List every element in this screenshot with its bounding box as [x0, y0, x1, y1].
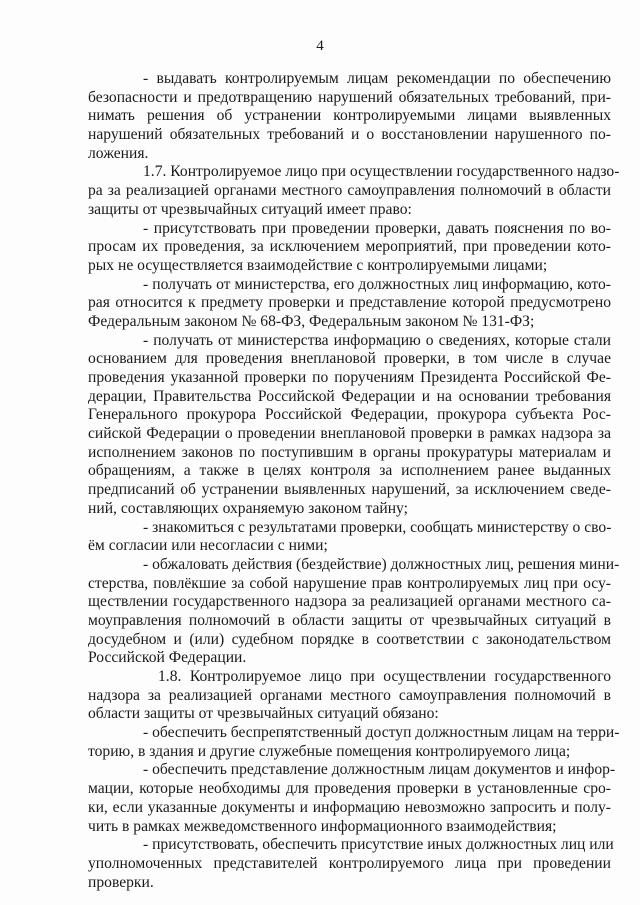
text-line: дерации, Правительства Российской Федерации и на основании требования — [88, 387, 611, 405]
text-line: - присутствовать, обеспечить присутствие иных должностных лиц или — [143, 836, 614, 854]
page-number: 4 — [316, 38, 324, 54]
text-line: ществлении государственного надзора за реализацией органами местного са- — [88, 593, 611, 611]
text-line: 1.7. Контролируемое лицо при осуществлении государственного надзо- — [143, 163, 620, 181]
text-line: области защиты от чрезвычайных ситуаций обязано: — [88, 705, 439, 723]
text-line: чить в рамках межведомственного информационного взаимодействия; — [88, 817, 557, 835]
text-line: - обжаловать действия (бездействие) должностных лиц, решения мини- — [143, 555, 620, 573]
text-line: рая относится к предмету проверки и представление которой предусмотрено — [88, 294, 611, 312]
text-line: 1.8. Контролируемое лицо при осуществлении государственного — [158, 668, 611, 685]
text-line: - обеспечить представление должностным лицам документов и инфор- — [143, 761, 616, 779]
document-body — [88, 70, 620, 892]
text-line: просам их проведения, за исключением мероприятий, при проведении кото- — [88, 238, 611, 256]
text-line: - выдавать контролируемым лицам рекомендации по обеспечению — [143, 70, 611, 87]
text-line: нарушений обязательных требований и о восстановлении нарушенного по- — [88, 126, 611, 144]
text-line: сийской Федерации о проведении внеплановой проверки в рамках надзора за — [88, 425, 611, 443]
text-line: обращениям, а также в целях контроля за исполнением ранее выданных — [88, 462, 611, 480]
text-line: защиты от чрезвычайных ситуаций имеет право: — [88, 200, 412, 218]
text-line: ём согласии или несогласии с ними; — [88, 537, 328, 555]
text-line: надзора за реализацией органами местного самоуправления полномочий в — [88, 686, 611, 704]
text-line: Генерального прокурора Российской Федерации, прокурора субъекта Рос- — [88, 406, 611, 424]
text-line: ки, если указанные документы и информацию невозможно запросить и полу- — [88, 798, 611, 816]
text-line: - обеспечить беспрепятственный доступ должностным лицам на терри- — [143, 724, 620, 742]
text-line: исполнением законов по поступившим в органы прокуратуры материалам и — [88, 443, 611, 461]
text-line: ра за реализацией органами местного самоуправления полномочий в области — [88, 182, 611, 200]
text-line: ний, составляющих охраняемую законом тайну; — [88, 499, 408, 517]
text-line: досудебном и (или) судебном порядке в соответствии с законодательством — [88, 630, 611, 648]
text-line: проведения указанной проверки по поручениям Президента Российской Фе- — [88, 369, 611, 386]
text-line: - знакомиться с результатами проверки, сообщать министерству о сво- — [143, 518, 612, 536]
text-line: ложения. — [88, 144, 149, 162]
text-line: нимать решения об устранении контролируемыми лицами выявленных — [88, 107, 611, 125]
text-line: рых не осуществляется взаимодействие с контролируемыми лицами; — [88, 256, 548, 274]
text-line: стерства, повлёкшие за собой нарушение прав контролируемых лиц при осу- — [88, 574, 611, 592]
text-line: Российской Федерации. — [88, 649, 247, 667]
text-line: Федеральным законом № 68-ФЗ, Федеральным законом № 131-ФЗ; — [88, 312, 535, 330]
text-line: уполномоченных представителей контролируемого лица при проведении — [88, 854, 611, 872]
text-line: предписаний об устранении выявленных нарушений, за исключением сведе- — [88, 481, 611, 499]
text-line: мации, которые необходимы для проведения проверки в установленные сро- — [88, 780, 611, 798]
text-line: - получать от министерства информацию о сведениях, которые стали — [143, 331, 611, 349]
text-line: - присутствовать при проведении проверки, давать пояснения по во- — [143, 219, 611, 237]
text-line: моуправления полномочий в области защиты от чрезвычайных ситуаций в — [88, 611, 611, 629]
text-line: торию, в здания и другие служебные помещения контролируемого лица; — [88, 742, 571, 760]
text-line: безопасности и предотвращению нарушений обязательных требований, при- — [88, 88, 611, 106]
text-line: проверки. — [88, 873, 154, 891]
text-line: - получать от министерства, его должностных лиц информацию, кото- — [143, 275, 611, 293]
text-line: основанием для проведения внеплановой проверки, в том числе в случае — [88, 350, 611, 368]
